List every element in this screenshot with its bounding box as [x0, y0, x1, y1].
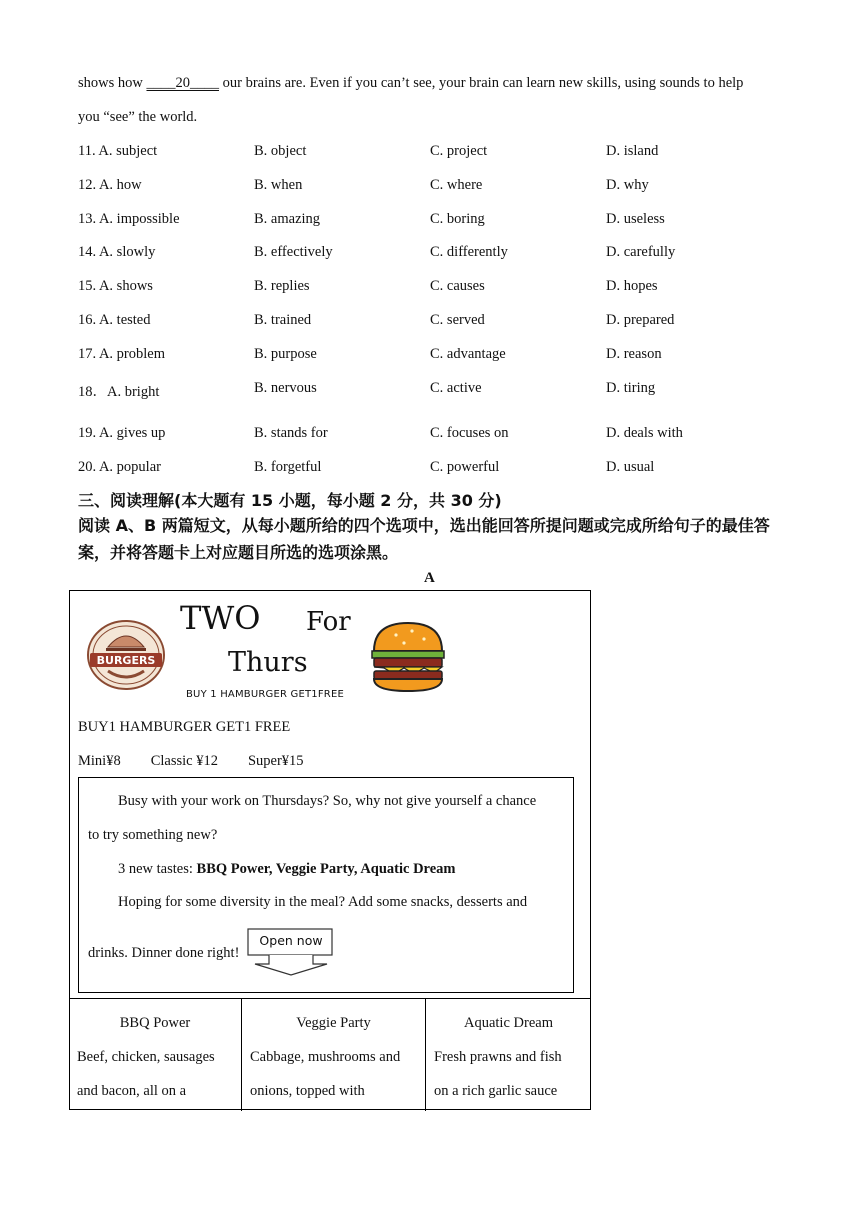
hamburger-icon [368, 621, 448, 693]
cell-line: Fresh prawns and fish [434, 1049, 562, 1065]
promo-p2 [88, 861, 456, 878]
option-b: B. effectively [254, 244, 333, 260]
headline-two: TWO [180, 599, 261, 637]
option-d: D. reason [606, 346, 662, 362]
option-num: 11. A. subject [78, 143, 158, 159]
option-num: 20. A. popular [78, 459, 161, 475]
option-c: C. powerful [430, 459, 500, 475]
option-c: C. boring [430, 211, 485, 227]
option-c: C. focuses on [430, 425, 509, 441]
burgers-logo-icon [86, 619, 166, 691]
option-row [78, 244, 778, 264]
section-instruction: 阅读 A、B 两篇短文，从每小题所给的四个选项中，选出能回答所提问题或完成所给句子的最佳答案，并将答题卡上对应题目所选的选项涂黑。 [78, 516, 770, 562]
price-super: Super¥15 [247, 753, 304, 769]
option-b: B. when [254, 177, 303, 193]
option-row [78, 177, 778, 197]
option-b: B. nervous [254, 380, 317, 396]
option-row [78, 211, 778, 231]
option-row [78, 143, 778, 163]
option-num: 14. A. slowly [78, 244, 156, 260]
open-now-button[interactable]: Open now [259, 933, 323, 948]
option-b: B. object [254, 143, 307, 159]
cell-head: BBQ Power [119, 1015, 191, 1031]
option-d: D. prepared [606, 312, 675, 328]
passage-line-2: you “see” the world. [78, 109, 198, 125]
promo-p1a: Busy with your work on Thursdays? So, why not give yourself a chance [118, 793, 537, 809]
option-num: 12. A. how [78, 177, 142, 193]
cell-head: Veggie Party [296, 1015, 371, 1031]
option-d: D. island [606, 143, 659, 159]
price-mini: Mini¥8 [78, 753, 121, 769]
option-d: D. deals with [606, 425, 683, 441]
option-b: B. stands for [254, 425, 328, 441]
cell-line: on a rich garlic sauce [434, 1083, 558, 1099]
option-d: D. hopes [606, 278, 658, 294]
cell-line: Cabbage, mushrooms and [250, 1049, 401, 1065]
option-row [78, 346, 778, 366]
line1-text: shows how [78, 75, 147, 91]
passage-line-1 [78, 75, 743, 92]
table-cell-veggie [242, 999, 426, 1111]
cell-line: Beef, chicken, sausages [77, 1049, 215, 1065]
promo-p3a: Hoping for some diversity in the meal? Add some snacks, desserts and [118, 894, 528, 910]
option-b: B. trained [254, 312, 312, 328]
tastes-table [69, 998, 591, 1112]
ad-tagline: BUY 1 HAMBURGER GET1FREE [186, 689, 344, 700]
option-c: C. project [430, 143, 488, 159]
option-num: 17. A. problem [78, 346, 165, 362]
logo-text: BURGERS [96, 654, 156, 667]
option-d: D. why [606, 177, 649, 193]
option-c: C. differently [430, 244, 508, 260]
option-num: 15. A. shows [78, 278, 153, 294]
option-c: C. advantage [430, 346, 506, 362]
cell-line: onions, topped with [250, 1083, 365, 1099]
option-row [78, 425, 778, 445]
option-d: D. usual [606, 459, 655, 475]
promo-p3b: drinks. Dinner done right! [88, 945, 240, 961]
option-row [78, 278, 778, 298]
price-line [78, 753, 304, 770]
option-num: 18．A. bright [78, 384, 160, 400]
headline-thurs: Thurs [228, 647, 308, 678]
option-num: 13. A. impossible [78, 211, 180, 227]
cell-head: Aquatic Dream [464, 1015, 553, 1031]
option-row [78, 459, 778, 479]
option-c: C. where [430, 177, 483, 193]
option-d: D. tiring [606, 380, 656, 396]
option-d: D. carefully [606, 244, 676, 260]
section-title: 三、阅读理解(本大题有 15 小题，每小题 2 分，共 30 分) [78, 491, 502, 510]
promo-box [78, 777, 574, 993]
option-row [78, 380, 778, 400]
cell-line: and bacon, all on a [77, 1083, 187, 1099]
table-cell-aquatic [426, 999, 591, 1111]
option-c: C. served [430, 312, 485, 328]
tastes-label: 3 new tastes: [118, 861, 197, 877]
option-b: B. forgetful [254, 459, 322, 475]
line1-text-rest: our brains are. Even if you can’t see, your brain can learn new skills, using sounds to help [218, 75, 744, 91]
option-num: 19. A. gives up [78, 425, 166, 441]
option-b: B. purpose [254, 346, 317, 362]
promo-p1b: to try something new? [88, 827, 218, 843]
option-d: D. useless [606, 211, 665, 227]
table-cell-bbq [69, 999, 242, 1111]
headline-for: For [306, 607, 351, 637]
option-c: C. active [430, 380, 482, 396]
blank-20: ____20____ [146, 75, 219, 91]
tastes-list: BBQ Power, Veggie Party, Aquatic Dream [196, 861, 456, 877]
option-b: B. amazing [254, 211, 321, 227]
option-row [78, 312, 778, 332]
price-classic: Classic ¥12 [150, 753, 218, 769]
burger-ad [69, 590, 591, 1110]
option-c: C. causes [430, 278, 485, 294]
option-num: 16. A. tested [78, 312, 151, 328]
passage-letter: A [424, 570, 435, 586]
option-b: B. replies [254, 278, 310, 294]
offer-line: BUY1 HAMBURGER GET1 FREE [78, 719, 291, 735]
